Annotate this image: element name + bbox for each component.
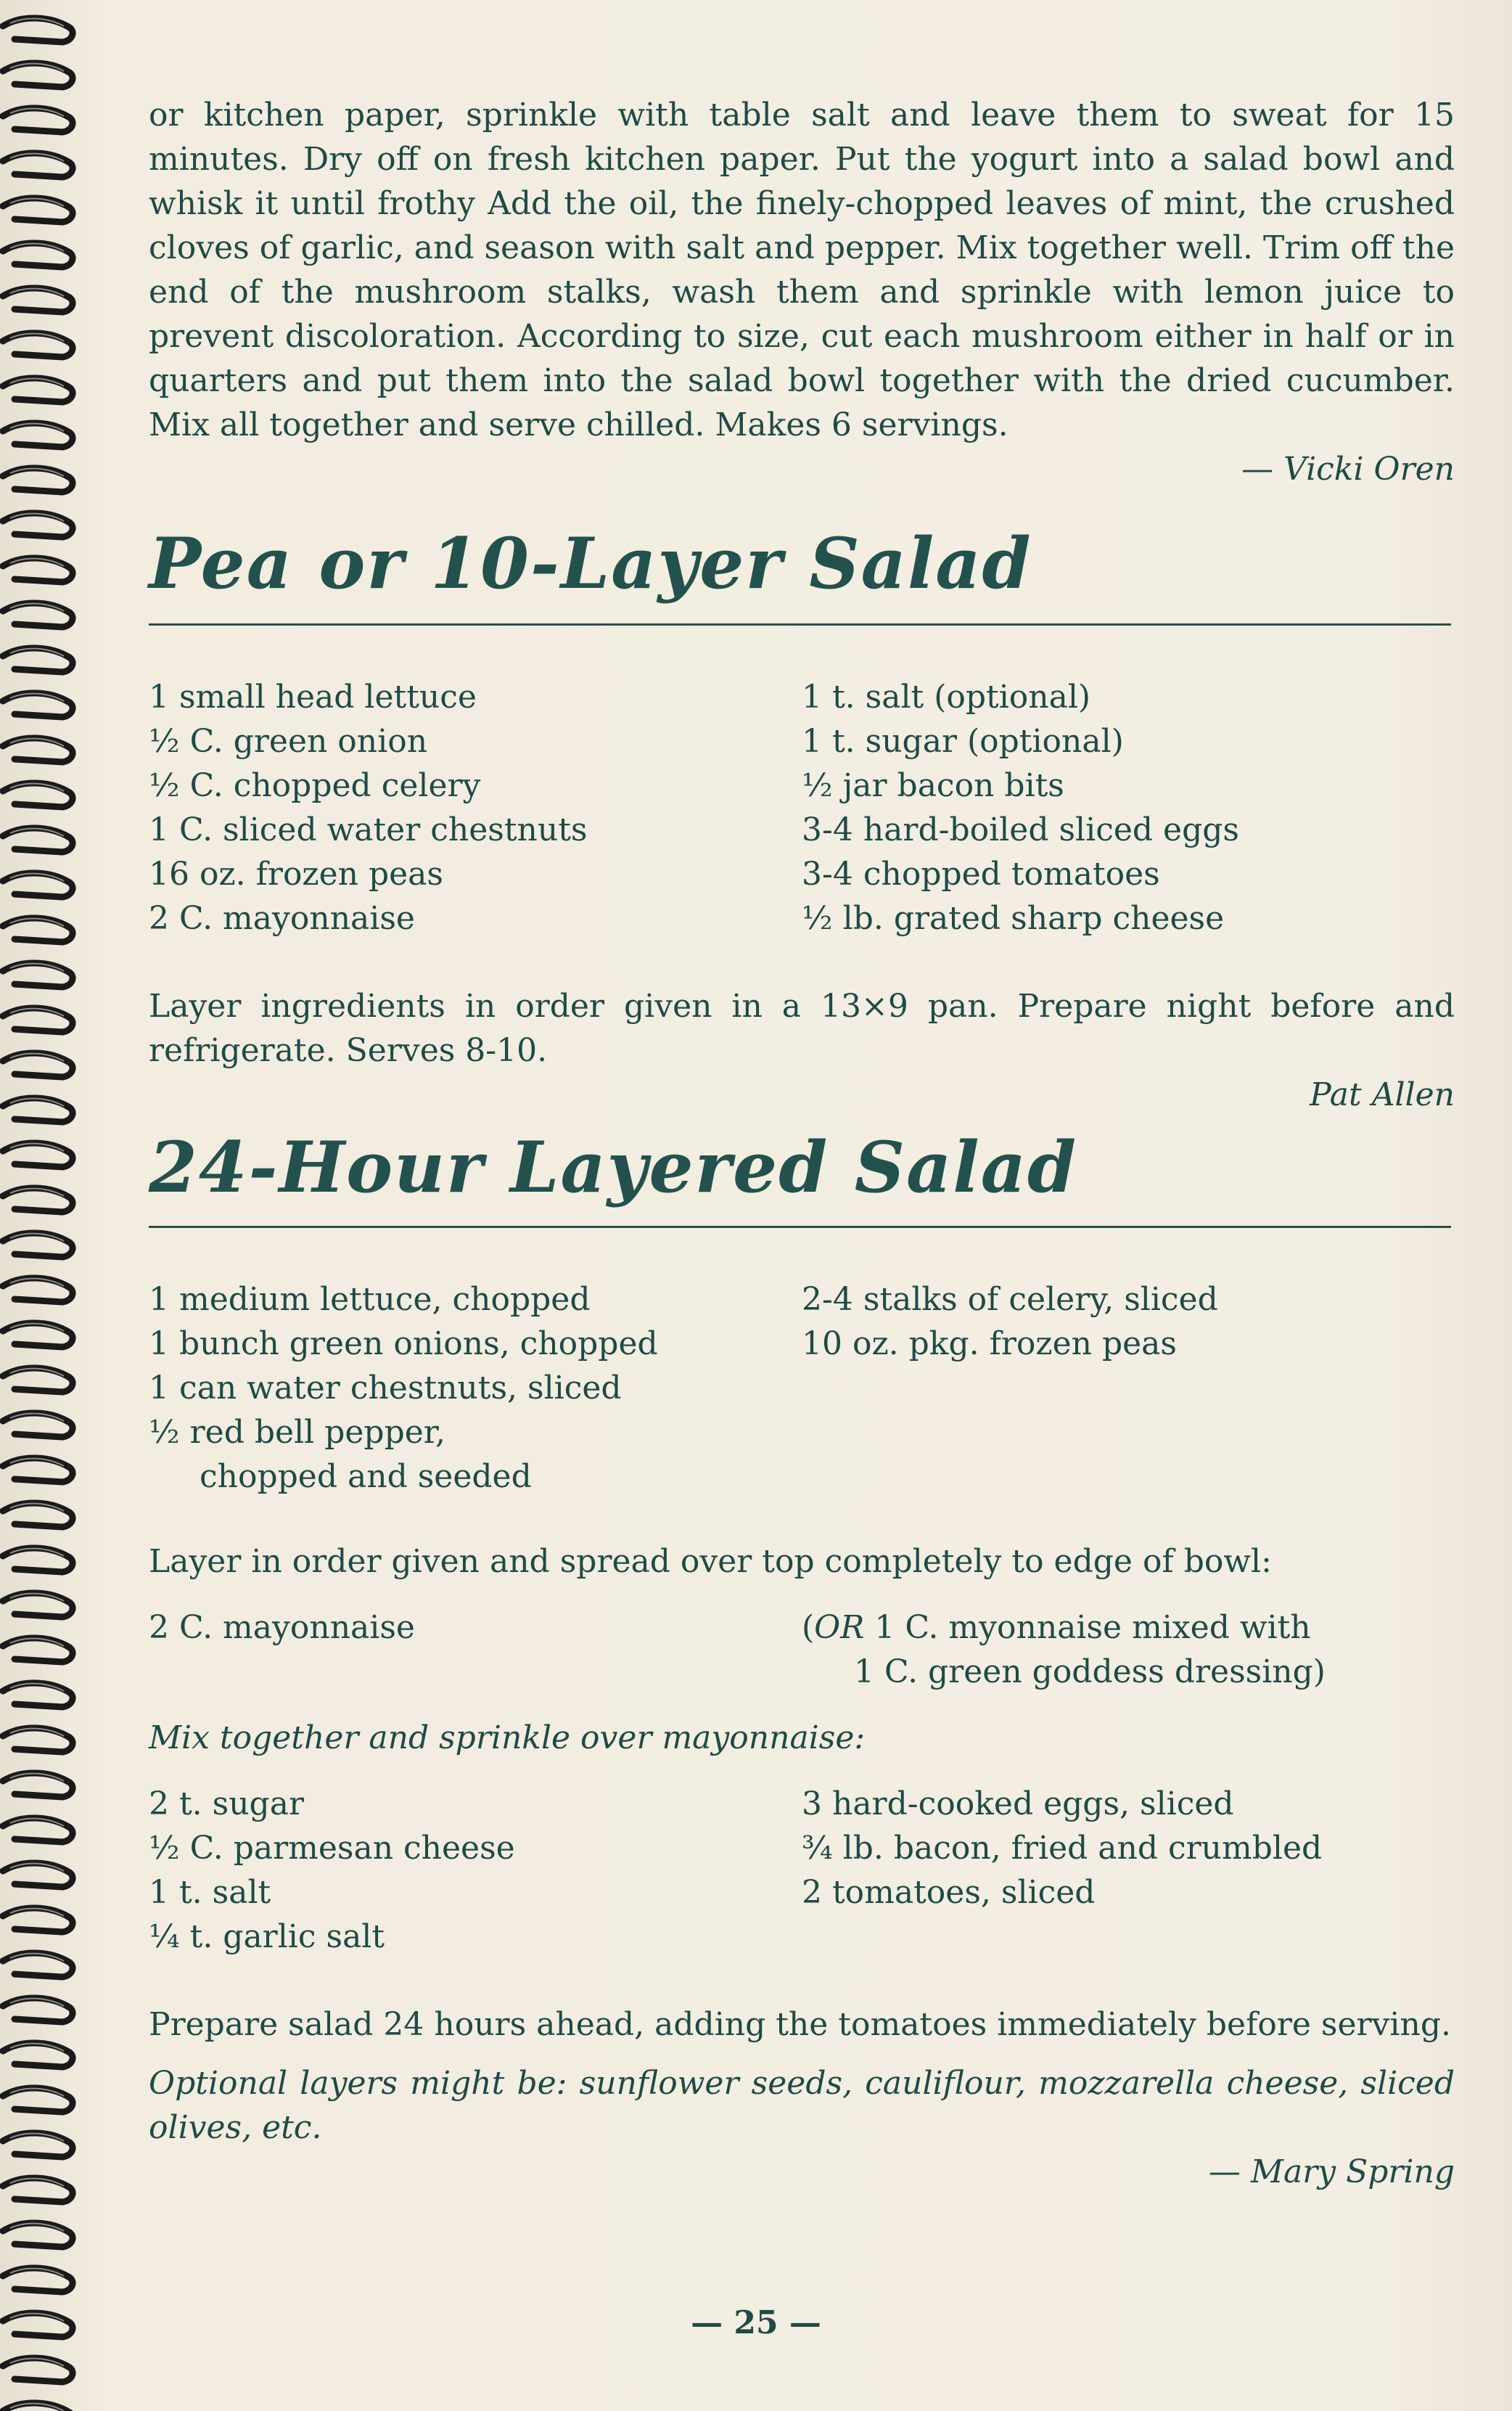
- ingredient: ¾ lb. bacon, fried and crumbled: [802, 1830, 1323, 1867]
- ingredient: 1 t. salt (optional): [802, 679, 1091, 716]
- paren: (: [802, 1609, 815, 1646]
- page-number: — 25 —: [691, 2304, 821, 2341]
- ingredient: 2 C. mayonnaise: [149, 900, 415, 937]
- recipe2-ingredients: [149, 1277, 1455, 1499]
- recipe2-spread-instruction: Layer in order given and spread over top completely to edge of bowl:: [149, 1543, 1272, 1580]
- ingredient: 1 small head lettuce: [149, 679, 477, 716]
- ingredient: 1 can water chestnuts, sliced: [149, 1370, 622, 1407]
- recipe2-topping-right: [802, 1782, 1455, 1959]
- recipe2-topping-left: [149, 1782, 802, 1959]
- page-content: [149, 93, 1455, 2194]
- ingredient: 2 t. sugar: [149, 1785, 304, 1822]
- ingredient: 1 t. salt: [149, 1874, 271, 1911]
- ingredient: ¼ t. garlic salt: [149, 1918, 385, 1955]
- ingredient: ½ C. chopped celery: [149, 767, 481, 804]
- recipe2-mix-instruction: Mix together and sprinkle over mayonnaise:: [149, 1719, 866, 1756]
- recipe2-ingredients-left: [149, 1277, 802, 1499]
- ingredient: 10 oz. pkg. frozen peas: [802, 1325, 1177, 1362]
- ingredient: 2 C. mayonnaise: [149, 1609, 415, 1646]
- recipe1-ingredients-left: [149, 675, 802, 941]
- ingredient: 1 bunch green onions, chopped: [149, 1325, 658, 1362]
- ingredient: 1 t. sugar (optional): [802, 723, 1124, 760]
- ingredient-alternative: [802, 1605, 1455, 1650]
- intro-paragraph: or kitchen paper, sprinkle with table salt and leave them to sweat for 15 minutes. Dry off on fresh kitchen paper. Put the yogurt into a salad bowl and whisk it until frothy Add the oil, the finely-chopped leaves of mint, the crushed cloves of garlic, and season with salt and pepper. Mix together well. Trim off the end of the mushroom stalks, wash them and sprinkle with lemon juice to prevent discoloration. According to size, cut each mushroom either in half or in quarters and put them into the salad bowl together with the dried cucumber. Mix all together and serve chilled. Makes 6 servings.: [149, 97, 1455, 443]
- alt-line-1: 1 C. myonnaise mixed with: [864, 1609, 1311, 1646]
- recipe2-mayo-options: [149, 1605, 1455, 1694]
- ingredient: ½ lb. grated sharp cheese: [802, 900, 1225, 937]
- recipe2-prepare: Prepare salad 24 hours ahead, adding the tomatoes immediately before serving.: [149, 2006, 1451, 2043]
- ingredient: ½ jar bacon bits: [802, 767, 1064, 804]
- ingredient: 1 medium lettuce, chopped: [149, 1281, 591, 1318]
- ingredient-continuation: chopped and seeded: [200, 1458, 532, 1495]
- spiral-binding-icon: [0, 0, 87, 2411]
- ingredient: 16 oz. frozen peas: [149, 856, 443, 893]
- recipe2-topping: [149, 1782, 1455, 1959]
- ingredient-alternative-continuation: 1 C. green goddess dressing): [854, 1653, 1326, 1690]
- recipe1-title: Pea or 10-Layer Salad: [149, 523, 1032, 605]
- ingredient: 2-4 stalks of celery, sliced: [802, 1281, 1218, 1318]
- recipe1-directions: Layer ingredients in order given in a 13×9 pan. Prepare night before and refrigerate. Serves 8-10.: [149, 988, 1455, 1069]
- or-word: OR: [814, 1609, 865, 1646]
- ingredient: 3 hard-cooked eggs, sliced: [802, 1785, 1234, 1822]
- intro-author: — Vicki Oren: [1241, 451, 1455, 488]
- ingredient: ½ C. green onion: [149, 723, 428, 760]
- ingredient: 2 tomatoes, sliced: [802, 1874, 1096, 1911]
- recipe2-optional: Optional layers might be: sunflower seeds, cauliflour, mozzarella cheese, sliced olives, etc.: [149, 2065, 1455, 2146]
- recipe1-author: Pat Allen: [1310, 1076, 1455, 1113]
- ingredient: 1 C. sliced water chestnuts: [149, 811, 588, 848]
- recipe2-title: 24-Hour Layered Salad: [149, 1126, 1078, 1208]
- recipe2-ingredients-right: [802, 1277, 1455, 1499]
- recipe1-ingredients: [149, 675, 1455, 941]
- recipe2-author: — Mary Spring: [1208, 2153, 1455, 2190]
- ingredient: ½ C. parmesan cheese: [149, 1830, 515, 1867]
- ingredient: 3-4 chopped tomatoes: [802, 856, 1160, 893]
- ingredient: 3-4 hard-boiled sliced eggs: [802, 811, 1239, 848]
- recipe1-ingredients-right: [802, 675, 1455, 941]
- ingredient: ½ red bell pepper,: [149, 1414, 445, 1451]
